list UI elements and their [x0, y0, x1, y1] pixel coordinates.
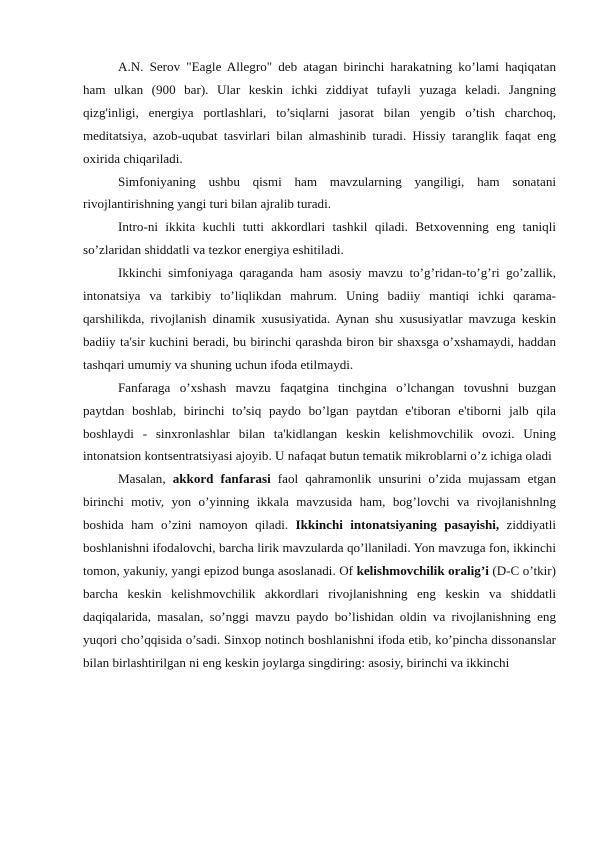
paragraph-text: Fanfaraga o’xshash mavzu faqatgina tinchgina o’lchangan tovushni buzgan paytdan boshlab, birinchi to’siq paydo bo’lgan paytdan e'tiboran e'tiborni jalb qila boshlaydi - sinxronlashlar bilan ta'kidlangan keskin kelishmovchilik ovozi. Uning intonatsion kontsentratsiyasi ajoyib. U nafaqat butun tematik mikroblarni o’z ichiga oladi	[83, 379, 556, 464]
paragraph-text: Masalan,	[118, 471, 173, 487]
paragraph-text: (D-C o’tkir) barcha keskin kelishmovchilik akkordlari rivojlanishning eng keskin va shiddatli daqiqalarida, masalan, so’nggi mavzu paydo bo’lishidan oldin va rivojlanishning eng yuqori cho’qqisida o’sadi. Sinxop notinch boshlanishni ifoda etib, ko’pincha dissonanslar bilan birlashtirilgan ni eng keskin joylarga singdiring: asosiy, birinchi va ikkinchi	[83, 562, 556, 670]
paragraph-text: faol qahramonlik unsurini o’zida mujassam etgan birinchi motiv, yon o’yinning ikkala mavzusida ham, bog’lovchi va rivojlanishnlng boshida ham o’zini namoyon qiladi.	[83, 471, 556, 533]
paragraph-text: A.N. Serov "Eagle Allegro" deb atagan birinchi harakatning ko’lami haqiqatan ham ulkan (900 bar). Ular keskin ichki ziddiyat tufayli yuzaga keladi. Jangning qizg'inligi, energiya portlashlari, to’siqlarni jasorat bilan yengib o’tish charchoq, meditatsiya, azob-uqubat tasvirlari bilan almashinib turadi. Hissiy taranglik faqat eng oxirida chiqariladi.	[83, 59, 556, 166]
bold-term: Ikkinchi intonatsiyaning pasayishi,	[295, 517, 500, 533]
paragraph	[83, 468, 556, 674]
paragraph	[83, 377, 556, 469]
paragraph	[83, 262, 556, 377]
paragraph-text: Ikkinchi simfoniyaga qaraganda ham asosiy mavzu to’g’ridan-to’g’ri go’zallik, intonatsiya va tarkibiy to’liqlikdan mahrum. Uning badiiy mantiqi ichki qarama-qarshilikda, rivojlanish dinamik xususiyatida. Aynan shu xususiyatlar mavzuga keskin badiiy ta'sir kuchini beradi, bu birinchi qarashda biron bir shaxsga o’xshamaydi, haddan tashqari umumiy va shuning uchun ifoda etilmaydi.	[83, 265, 556, 372]
paragraph-text: ziddiyatli boshlanishni ifodalovchi, barcha lirik mavzularda qo’llaniladi. Yon mavzuga fon, ikkinchi tomon, yakuniy, yangi epizod bunga asoslanadi. Of	[83, 517, 556, 578]
bold-term: akkord fanfarasi	[172, 471, 271, 487]
paragraph	[83, 216, 556, 262]
paragraph-text: Simfoniyaning ushbu qismi ham mavzularning yangiligi, ham sonatani rivojlantirishning yangi turi bilan ajralib turadi.	[83, 173, 556, 212]
bold-term: kelishmovchilik oralig’i	[356, 562, 489, 578]
paragraph-text: Intro-ni ikkita kuchli tutti akkordlari tashkil qiladi. Betxovenning eng taniqli so’zlaridan shiddatli va tezkor energiya eshitiladi.	[83, 219, 556, 258]
paragraph	[83, 171, 556, 217]
document-body	[83, 56, 556, 674]
paragraph	[83, 56, 556, 171]
